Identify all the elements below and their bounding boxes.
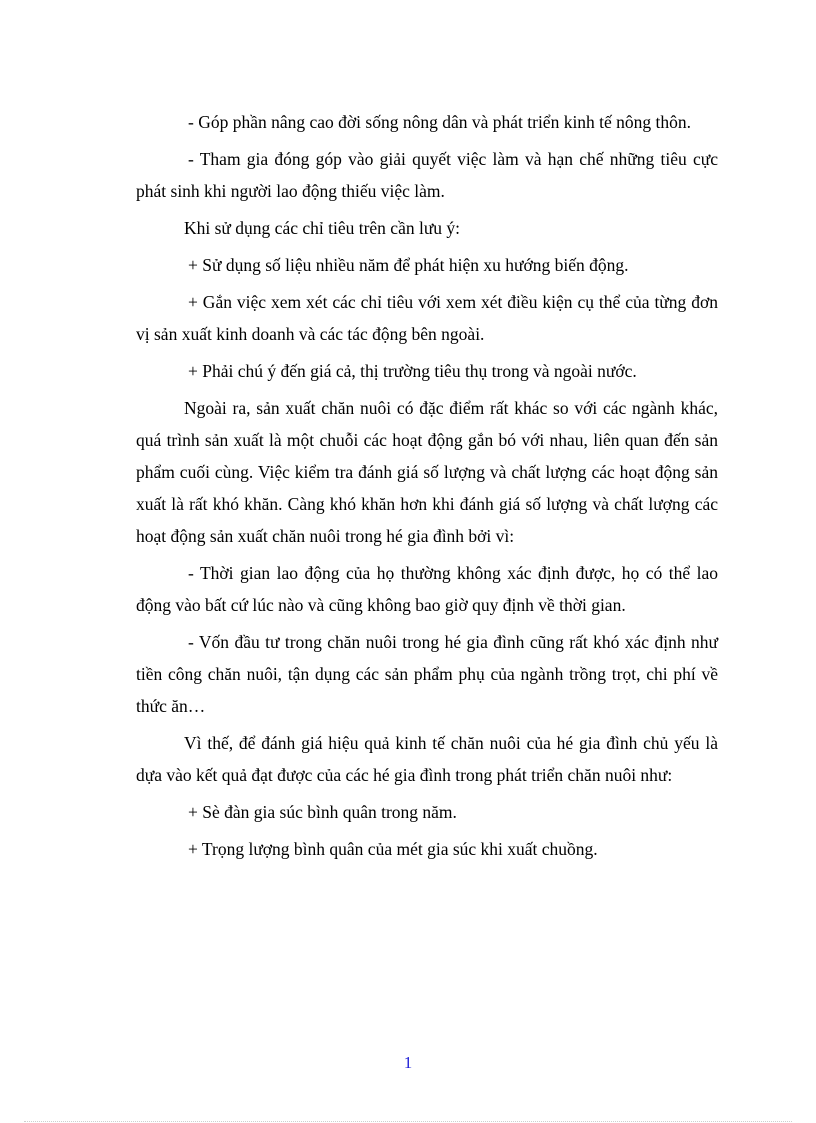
paragraph-intro: Khi sử dụng các chỉ tiêu trên cần lưu ý: (184, 218, 461, 238)
paragraph-bullet-plus: + Phải chú ý đến giá cả, thị trường tiêu thụ trong và ngoài nước. (188, 361, 637, 381)
paragraph-bullet-dash: - Góp phần nâng cao đời sống nông dân và phát triển kinh tế nông thôn. (188, 112, 692, 132)
page-bottom-divider (24, 1121, 792, 1122)
paragraph-bullet-plus: + Sè đàn gia súc bình quân trong năm. (188, 802, 457, 822)
paragraph-bullet-plus: + Trọng lượng bình quân của mét gia súc khi xuất chuồng. (188, 839, 598, 859)
paragraph-body: Ngoài ra, sản xuất chăn nuôi có đặc điểm rất khác so với các ngành khác, quá trình sản xuất là một chuỗi các hoạt động gắn bó với nhau, liên quan đến sản phẩm cuối cùng. Việc kiểm tra đánh giá số lượng và chất lượng các hoạt động sản xuất là rất khó khăn. Càng khó khăn hơn khi đánh giá số lượng và chất lượng các hoạt động sản xuất chăn nuôi trong hé gia đình bởi vì: (136, 398, 718, 546)
document-body (136, 106, 718, 865)
paragraph-bullet-dash: - Vốn đầu tư trong chăn nuôi trong hé gia đình cũng rất khó xác định như tiền công chăn nuôi, tận dụng các sản phẩm phụ của ngành trồng trọt, chi phí về thức ăn… (136, 632, 718, 716)
paragraph-bullet-dash: - Thời gian lao động của họ thường không xác định được, họ có thể lao động vào bất cứ lúc nào và cũng không bao giờ quy định về thời gian. (136, 563, 718, 615)
paragraph-bullet-plus: + Gắn việc xem xét các chỉ tiêu với xem xét điều kiện cụ thể của từng đơn vị sản xuất kinh doanh và các tác động bên ngoài. (136, 292, 718, 344)
paragraph-bullet-dash: - Tham gia đóng góp vào giải quyết việc làm và hạn chế những tiêu cực phát sinh khi người lao động thiếu việc làm. (136, 149, 718, 201)
paragraph-bullet-plus: + Sử dụng số liệu nhiều năm để phát hiện xu hướng biến động. (188, 255, 629, 275)
paragraph-body: Vì thế, để đánh giá hiệu quả kinh tế chăn nuôi của hé gia đình chủ yếu là dựa vào kết quả đạt được của các hé gia đình trong phát triển chăn nuôi như: (136, 733, 718, 785)
page-number: 1 (403, 1053, 413, 1072)
